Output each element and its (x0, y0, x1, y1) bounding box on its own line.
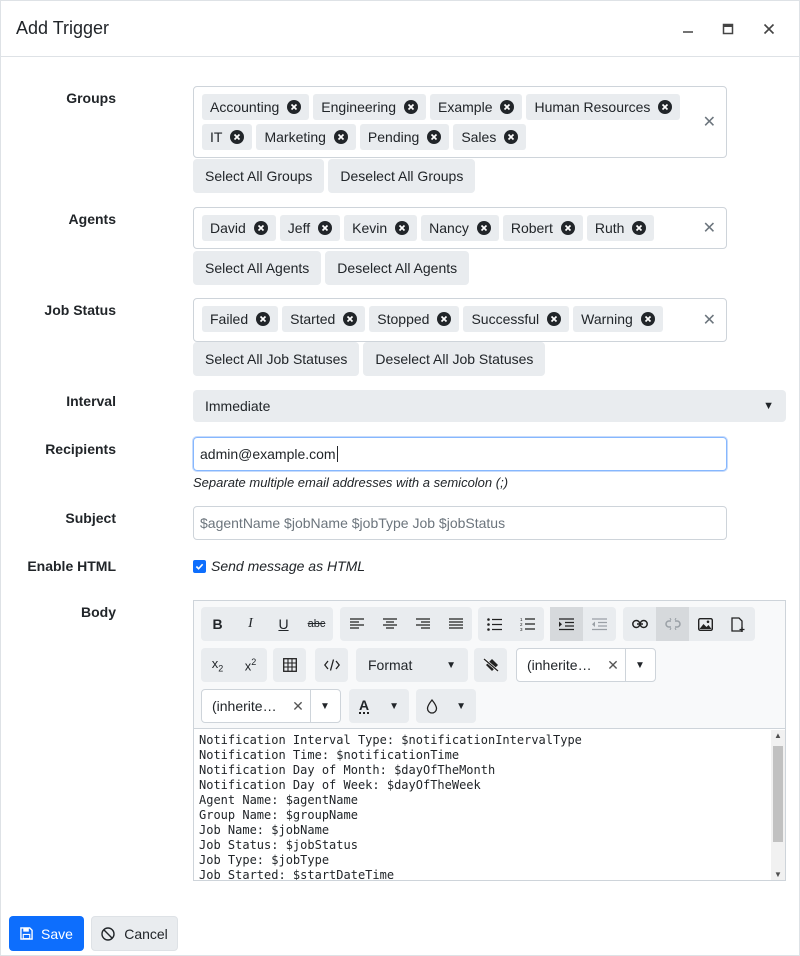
job-status-tag-input[interactable] (193, 298, 727, 342)
tag-chip (202, 215, 276, 241)
insert-table-button[interactable] (273, 648, 306, 682)
checkmark-icon (195, 562, 204, 571)
tag-chip (282, 306, 365, 332)
font-family-value: (inherite… (527, 657, 592, 673)
agents-tag-input[interactable] (193, 207, 727, 249)
subject-label: Subject (65, 510, 116, 526)
remove-tag-icon[interactable] (318, 221, 332, 235)
body-editor (193, 600, 786, 881)
remove-tag-icon[interactable] (658, 100, 672, 114)
unlink-icon (665, 618, 681, 630)
superscript-button[interactable] (234, 648, 267, 682)
remove-tag-icon[interactable] (343, 312, 357, 326)
maximize-icon (722, 23, 734, 35)
subject-input[interactable] (193, 506, 727, 540)
remove-tag-icon[interactable] (287, 100, 301, 114)
clear-formatting-button[interactable] (474, 648, 507, 682)
chevron-down-icon: ▼ (446, 659, 456, 671)
tag-chip (453, 124, 526, 150)
align-center-icon (383, 618, 397, 630)
underline-icon: U (278, 616, 289, 632)
tag-label: Warning (581, 311, 633, 327)
select-all-groups-button[interactable]: Select All Groups (193, 159, 324, 193)
scroll-up-icon[interactable]: ▲ (774, 731, 782, 740)
code-view-button[interactable] (315, 648, 348, 682)
recipients-input[interactable] (193, 437, 727, 471)
tag-label: Example (438, 99, 493, 115)
agents-tags (194, 208, 726, 250)
recipients-value: admin@example.com (200, 446, 336, 462)
table-icon (283, 658, 297, 672)
close-icon (763, 23, 775, 35)
tag-label: Nancy (429, 220, 469, 236)
remove-tag-icon[interactable] (504, 130, 518, 144)
title-bar (1, 1, 799, 57)
tag-chip (587, 215, 655, 241)
clear-format-group (474, 648, 507, 682)
editor-line: Notification Interval Type: $notificationIntervalType (199, 733, 582, 747)
tag-label: Ruth (594, 220, 625, 236)
format-dropdown[interactable] (356, 648, 468, 682)
scroll-down-icon[interactable]: ▼ (774, 870, 782, 879)
editor-line: Notification Time: $notificationTime (199, 748, 460, 762)
interval-select[interactable] (193, 390, 786, 422)
send-as-html-checkbox[interactable] (193, 560, 206, 573)
select-all-job-statuses-button[interactable]: Select All Job Statuses (193, 342, 359, 376)
tag-label: IT (210, 129, 223, 145)
chevron-down-icon: ▼ (635, 659, 645, 671)
numbered-list-button[interactable] (511, 607, 544, 641)
bold-button[interactable] (201, 607, 234, 641)
align-justify-icon (449, 618, 463, 630)
chevron-down-icon: ▼ (320, 700, 330, 712)
tag-label: Sales (461, 129, 497, 145)
image-icon (698, 618, 713, 631)
remove-tag-icon[interactable] (561, 221, 575, 235)
tag-label: Kevin (352, 220, 388, 236)
code-group (315, 648, 348, 682)
tag-chip (421, 215, 499, 241)
list-group (478, 607, 544, 641)
indent-button[interactable] (550, 607, 583, 641)
tag-label: Jeff (287, 220, 311, 236)
tag-chip (369, 306, 459, 332)
cancel-button[interactable] (91, 916, 178, 951)
send-as-html-checkbox-row[interactable] (193, 558, 365, 574)
deselect-all-groups-button[interactable]: Deselect All Groups (328, 159, 475, 193)
unlink-button[interactable] (656, 607, 689, 641)
minimize-button[interactable] (674, 15, 702, 43)
tag-chip (526, 94, 680, 120)
save-icon (20, 927, 33, 940)
remove-tag-icon[interactable] (395, 221, 409, 235)
script-group (201, 648, 267, 682)
underline-button[interactable] (267, 607, 300, 641)
font-size-value: (inherite… (212, 698, 277, 714)
bullet-list-icon (487, 618, 502, 631)
deselect-all-job-statuses-button[interactable]: Deselect All Job Statuses (363, 342, 545, 376)
font-family-dropdown[interactable] (516, 648, 656, 682)
tag-label: Robert (510, 220, 553, 236)
recipients-label: Recipients (45, 441, 116, 457)
select-all-agents-button[interactable]: Select All Agents (193, 251, 321, 285)
subscript-icon: $x_2$ (211, 656, 224, 674)
interval-label: Interval (66, 393, 116, 409)
tag-label: Accounting (210, 99, 280, 115)
bold-icon: B (212, 616, 223, 632)
align-right-icon (416, 618, 430, 630)
remove-tag-icon[interactable] (547, 312, 561, 326)
svg-text:1: 1 (520, 617, 523, 622)
tag-label: Failed (210, 311, 249, 327)
chevron-down-icon: ▼ (763, 400, 774, 412)
remove-tag-icon[interactable] (437, 312, 451, 326)
editor-line: Job Started: $startDateTime (199, 868, 395, 880)
editor-line: Notification Day of Week: $dayOfTheWeek (199, 778, 481, 792)
remove-tag-icon[interactable] (404, 100, 418, 114)
cancel-button-label: Cancel (124, 925, 168, 942)
align-right-button[interactable] (406, 607, 439, 641)
remove-tag-icon[interactable] (334, 130, 348, 144)
chevron-down-icon: ▼ (456, 700, 466, 712)
strikethrough-icon: abc (307, 618, 326, 630)
cancel-icon (101, 927, 115, 941)
align-left-icon (350, 618, 364, 630)
tag-label: David (210, 220, 246, 236)
editor-line: Job Type: $jobType (199, 853, 330, 867)
groups-clear-icon[interactable]: ✕ (702, 114, 716, 131)
text-color-dropdown[interactable] (349, 689, 409, 723)
editor-toolbar (194, 601, 785, 729)
tag-chip (360, 124, 449, 150)
remove-tag-icon[interactable] (477, 221, 491, 235)
close-button[interactable] (755, 15, 783, 43)
agents-label: Agents (68, 211, 116, 227)
dialog-title: Add Trigger (16, 18, 110, 38)
align-center-button[interactable] (373, 607, 406, 641)
editor-line: Job Status: $jobStatus (199, 838, 358, 852)
file-add-icon (731, 617, 746, 632)
recipients-help-text: Separate multiple email addresses with a semicolon (;) (193, 475, 509, 490)
numbered-list-icon (520, 617, 535, 631)
tag-chip (313, 94, 426, 120)
send-as-html-label: Send message as HTML (211, 558, 366, 574)
tag-label: Pending (367, 129, 420, 145)
job-status-label: Job Status (44, 302, 116, 318)
strikethrough-button[interactable] (300, 607, 333, 641)
save-button-label: Save (41, 925, 73, 942)
tag-label: Human Resources (534, 99, 651, 115)
tag-label: Successful (471, 311, 540, 327)
tag-chip (463, 306, 569, 332)
job-status-clear-icon[interactable]: ✕ (702, 312, 716, 329)
chevron-down-icon: ▼ (389, 700, 399, 712)
remove-tag-icon[interactable] (256, 312, 270, 326)
insert-group (623, 607, 755, 641)
job-status-tags (194, 299, 726, 341)
insert-link-button[interactable] (623, 607, 656, 641)
superscript-icon: $x^2$ (244, 656, 257, 674)
text-style-group (201, 607, 333, 641)
indent-icon (559, 618, 574, 631)
align-justify-button[interactable] (439, 607, 472, 641)
table-group (273, 648, 306, 682)
editor-scrollbar[interactable] (771, 730, 785, 880)
subscript-button[interactable] (201, 648, 234, 682)
groups-tags (194, 87, 726, 159)
font-size-clear-icon[interactable]: ✕ (292, 697, 304, 714)
tag-chip (202, 124, 252, 150)
maximize-button[interactable] (714, 15, 742, 43)
enable-html-label: Enable HTML (27, 558, 116, 574)
remove-tag-icon[interactable] (641, 312, 655, 326)
italic-button[interactable] (234, 607, 267, 641)
groups-tag-input[interactable] (193, 86, 727, 158)
outdent-icon (592, 618, 607, 631)
editor-line: Agent Name: $agentName (199, 793, 358, 807)
remove-tag-icon[interactable] (230, 130, 244, 144)
paint-drop-icon (426, 699, 438, 714)
remove-tag-icon[interactable] (427, 130, 441, 144)
tag-chip (280, 215, 340, 241)
font-size-dropdown[interactable] (201, 689, 341, 723)
editor-content[interactable] (194, 730, 772, 880)
outdent-button[interactable] (583, 607, 616, 641)
editor-line: Group Name: $groupName (199, 808, 358, 822)
font-family-clear-icon[interactable]: ✕ (607, 656, 619, 673)
italic-icon: I (248, 616, 253, 631)
svg-text:3: 3 (520, 627, 523, 631)
tag-label: Started (290, 311, 336, 327)
remove-tag-icon[interactable] (632, 221, 646, 235)
indent-group (550, 607, 616, 641)
interval-value: Immediate (205, 398, 271, 414)
agents-clear-icon[interactable]: ✕ (702, 220, 716, 237)
svg-text:2: 2 (520, 622, 523, 627)
tag-label: Marketing (264, 129, 326, 145)
deselect-all-agents-button[interactable]: Deselect All Agents (325, 251, 469, 285)
format-dropdown-label: Format (368, 657, 413, 673)
editor-line: Job Name: $jobName (199, 823, 330, 837)
text-color-icon: A (359, 697, 370, 713)
background-color-dropdown[interactable] (416, 689, 476, 723)
save-button[interactable] (9, 916, 84, 951)
subject-placeholder: $agentName $jobName $jobType Job $jobStatus (200, 515, 506, 531)
minimize-icon (682, 23, 694, 35)
remove-tag-icon[interactable] (254, 221, 268, 235)
groups-label: Groups (66, 90, 116, 106)
tag-chip (430, 94, 522, 120)
alignment-group (340, 607, 472, 641)
tag-label: Engineering (321, 99, 397, 115)
bullet-list-button[interactable] (478, 607, 511, 641)
tag-chip (344, 215, 417, 241)
insert-file-button[interactable] (722, 607, 755, 641)
editor-line: Notification Day of Month: $dayOfTheMonth (199, 763, 496, 777)
link-icon (632, 619, 648, 629)
align-left-button[interactable] (340, 607, 373, 641)
tag-chip (202, 306, 278, 332)
scrollbar-thumb[interactable] (773, 746, 783, 842)
tag-chip (256, 124, 355, 150)
eraser-icon (483, 658, 499, 672)
code-icon (324, 659, 340, 671)
tag-chip (202, 94, 309, 120)
tag-chip (573, 306, 663, 332)
remove-tag-icon[interactable] (500, 100, 514, 114)
tag-label: Stopped (377, 311, 430, 327)
body-label: Body (81, 604, 116, 620)
insert-image-button[interactable] (689, 607, 722, 641)
tag-chip (503, 215, 583, 241)
